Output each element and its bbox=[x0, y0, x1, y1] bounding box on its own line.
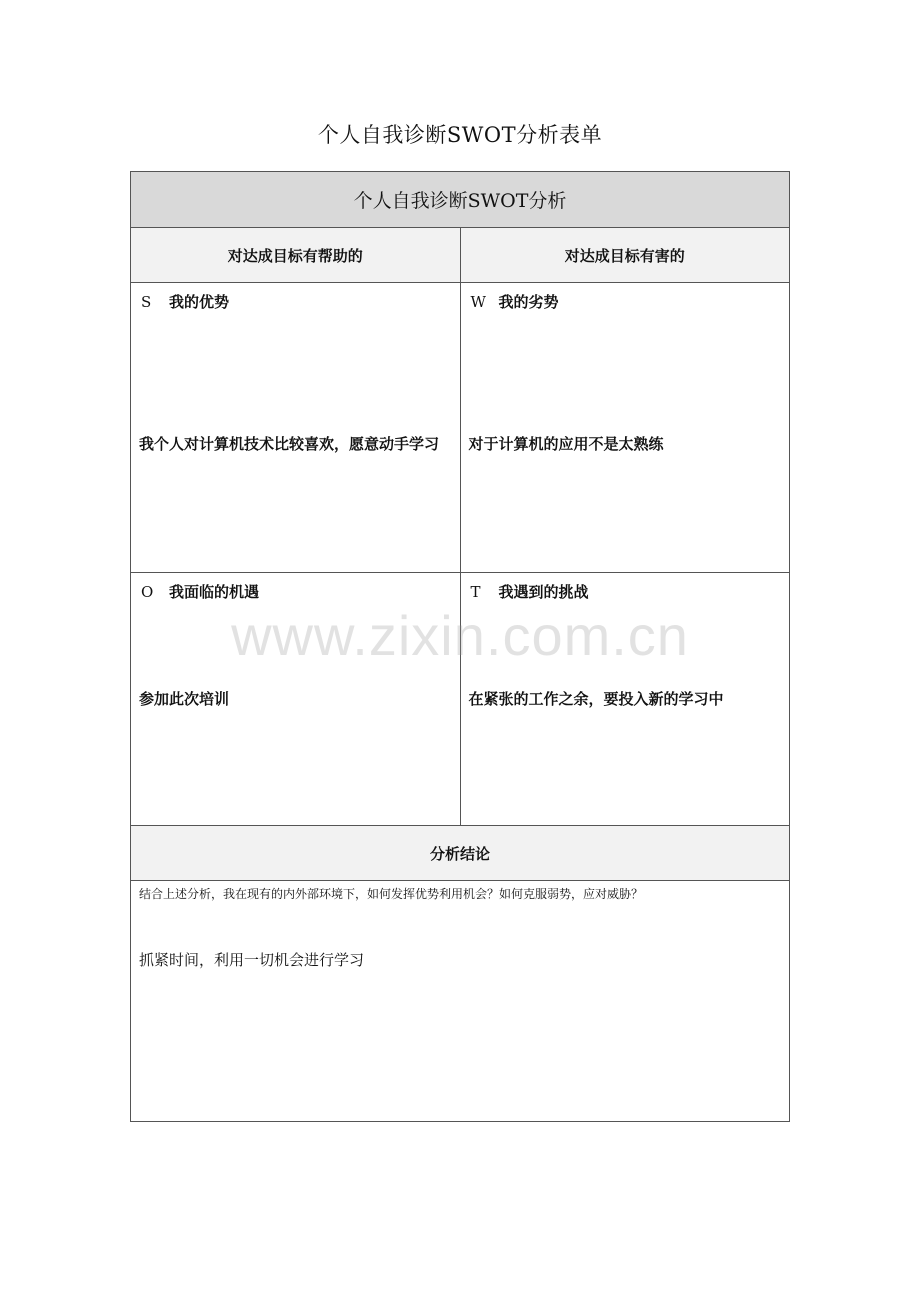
threats-content: 在紧张的工作之余，要投入新的学习中 bbox=[468, 690, 724, 708]
threats-cell bbox=[460, 573, 790, 825]
threats-label bbox=[471, 581, 589, 603]
opportunities-threats-row bbox=[131, 573, 789, 826]
weaknesses-content: 对于计算机的应用不是太熟练 bbox=[468, 435, 664, 453]
watermark: www.zixin.com.cn bbox=[231, 604, 689, 667]
weaknesses-title: 我的劣势 bbox=[498, 293, 559, 311]
table-header: 个人自我诊断SWOT分析 bbox=[131, 172, 789, 228]
weaknesses-cell bbox=[460, 283, 790, 572]
opportunities-label bbox=[141, 581, 259, 603]
weaknesses-letter: W bbox=[470, 293, 486, 311]
strengths-label bbox=[141, 291, 229, 313]
conclusion-answer: 抓紧时间，利用一切机会进行学习 bbox=[139, 951, 365, 969]
opportunities-letter: O bbox=[141, 583, 154, 601]
helpful-column-header: 对达成目标有帮助的 bbox=[227, 246, 363, 265]
weaknesses-label bbox=[471, 291, 559, 313]
conclusion-header: 分析结论 bbox=[131, 826, 789, 881]
conclusion-cell bbox=[131, 881, 789, 1121]
strengths-title: 我的优势 bbox=[169, 293, 230, 311]
strengths-letter: S bbox=[141, 293, 152, 311]
conclusion-question: 结合上述分析，我在现有的内外部环境下，如何发挥优势利用机会？如何克服弱势，应对威胁？ bbox=[139, 887, 644, 901]
strengths-cell bbox=[131, 283, 460, 572]
document-title: 个人自我诊断SWOT分析表单 bbox=[317, 123, 603, 147]
opportunities-cell bbox=[131, 573, 460, 825]
threats-letter: T bbox=[470, 583, 481, 601]
strengths-content: 我个人对计算机技术比较喜欢，愿意动手学习 bbox=[139, 435, 440, 453]
strengths-weaknesses-row bbox=[131, 283, 789, 573]
opportunities-title: 我面临的机遇 bbox=[169, 583, 260, 601]
swot-table bbox=[130, 171, 790, 1122]
column-header-row bbox=[131, 228, 789, 283]
harmful-column-header: 对达成目标有害的 bbox=[460, 228, 790, 282]
opportunities-content: 参加此次培训 bbox=[139, 690, 230, 708]
threats-title: 我遇到的挑战 bbox=[498, 583, 589, 601]
